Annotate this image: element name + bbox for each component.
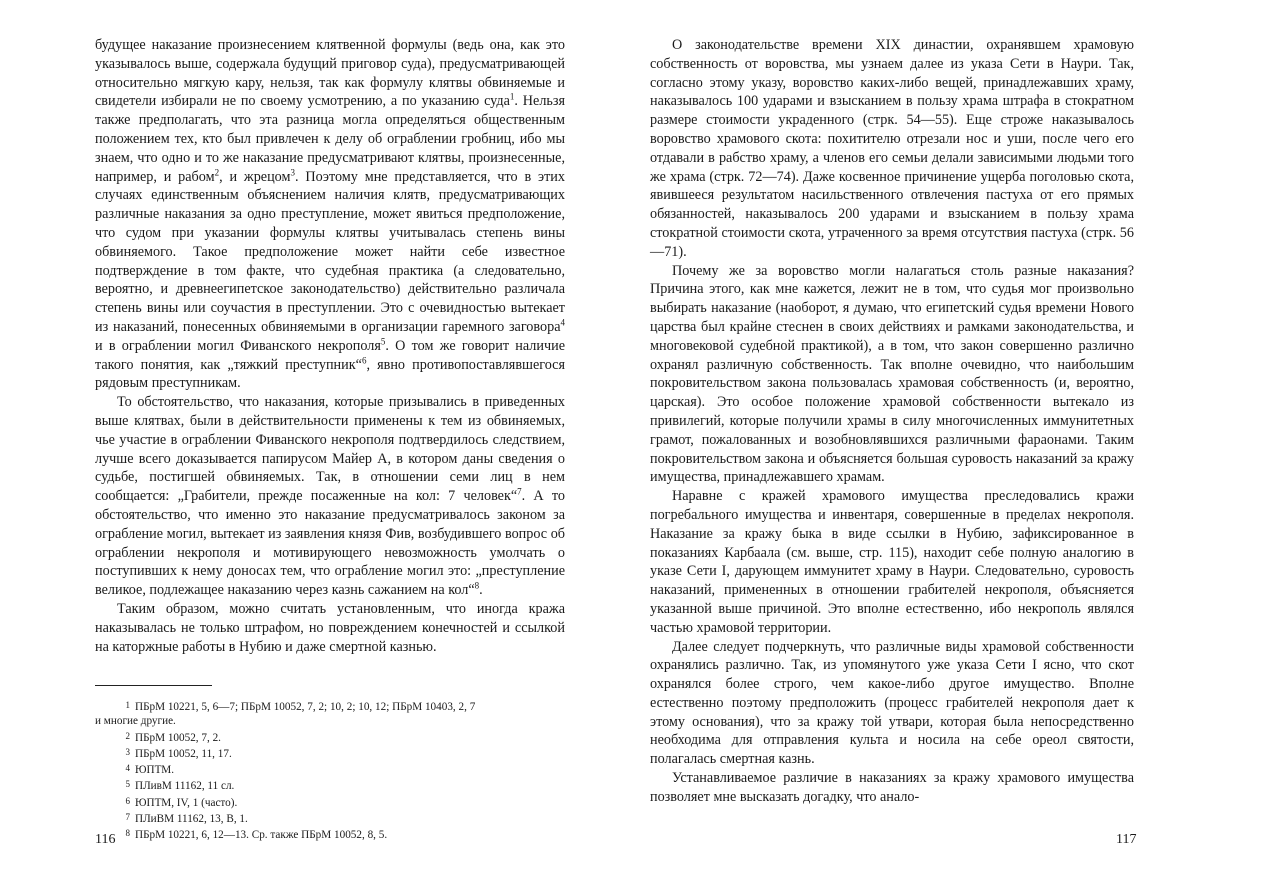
- right-page-paragraph: Наравне с кражей храмового имущества преследовались кражи погребального имущества и инвентаря, совершенные в пределах некрополя. Наказание за кражу быка в виде ссылки в Нубию, зафиксированное в показаниях Карбаала (см. выше, стр. 115), находит себе полную аналогию в указе Сети I, дарующем иммунитет храму в Наури. Следовательно, суровость наказаний, примененных в отношении грабителей некрополя, объясняется указанной выше причиной. Это вполне естественно, ибо некрополь являлся частью храмовой территории.: [650, 488, 1134, 636]
- left-page: [95, 36, 565, 656]
- footnote: 1 ПБрМ 10221, 5, 6—7; ПБрМ 10052, 7, 2; 10, 2; 10, 12; ПБрМ 10403, 2, 7: [125, 700, 476, 713]
- footnotes: [95, 698, 565, 843]
- footnote: 6 ЮПТМ, IV, 1 (часто).: [125, 795, 238, 809]
- page-number-left: 116: [95, 832, 116, 847]
- left-page-paragraph: Таким образом, можно считать установленным, что иногда кража наказывалась не только штрафом, но повреждением конечностей и ссылкой на каторжные работы в Нубию и даже смертной казнью.: [95, 600, 565, 655]
- right-page: [650, 36, 1134, 807]
- right-page-paragraph: Почему же за воровство могли налагаться столь разные наказания? Причина этого, как мне кажется, лежит не в том, что судья мог произвольно выбирать наказание (наоборот, я думаю, что египетский судья времени Нового царства был крайне стеснен в своих действиях и рамками законодательства, и многовековой судебной практикой), а в том, что закон совершенно различно охранял различную собственность. Так вполне очевидно, что наибольшим покровительством закона пользовалась храмовая собственность (и, вероятно, царская). Это особое положение храмовой собственности вытекало из привилегий, которые получили храмы в силу многочисленных иммунитетных грамот, пожалованных и возобновлявшихся различными фараонами. Таким покровительством закона и объясняется большая суровость наказаний за кражу имущества, принадлежавшего храмам.: [650, 262, 1134, 486]
- footnote: 3 ПБрМ 10052, 11, 17.: [125, 746, 232, 760]
- footnote: и многие другие.: [95, 715, 176, 728]
- footnote: 8 ПБрМ 10221, 6, 12—13. Ср. также ПБрМ 10052, 8, 5.: [125, 828, 388, 842]
- footnote: 4 ЮПТМ.: [125, 763, 175, 777]
- footnote-rule: [95, 685, 212, 686]
- right-page-body: [650, 36, 1134, 807]
- left-page-paragraph: То обстоятельство, что наказания, которые призывались в приведенных выше клятвах, были в действительности применены к тем из обвиняемых, чье участие в ограблении Фиванского некрополя подтвердилось следствием, лучше всего доказывается папирусом Майер А, в котором даны сведения о судьбе, постигшей обвиняемых. Так, в отношении семи лиц в нем сообщается: „Грабители, прежде посаженные на кол: 7 человек“$^7$. А то обстоятельство, что именно это наказание предусматривалось законом за ограбление могил, вытекает из заявления князя Фив, возбудившего вопрос об ограблении некрополя и мотивирующего невозможность умолчать о поступивших к нему доносах тем, что ограбление могил это: „преступление великое, подлежащее наказанию через казнь сажанием на кол“$^8$.: [95, 394, 565, 599]
- footnote: 7 ПЛиВМ 11162, 13, В, 1.: [125, 812, 248, 826]
- left-page-body: [95, 36, 565, 656]
- footnote: 2 ПБрМ 10052, 7, 2.: [125, 730, 221, 744]
- left-page-paragraph: будущее наказание произнесением клятвенной формулы (ведь она, как это указывалось выше, содержала будущий приговор суда), предусматривающей относительно мягкую кару, нельзя, так как формулу клятвы обвиняемые и свидетели избирали не по своему усмотрению, а по указанию суда$^1$. Нельзя также предполагать, что эта разница могла определяться общественным положением тех, кто был привлечен к делу об ограблении гробниц, ибо мы знаем, что одно и то же наказание предусматривают клятвы, произнесенные, например, и рабом$^2$, и жрецом$^3$. Поэтому мне представляется, что в этих случаях единственным объяснением наличия клятв, предусматривающих различные наказания за одно преступление, может явиться предположение, что судом при указании формулы клятвы учитывалась степень вины обвиняемого. Такое предположение может найти себе известное подтверждение в том факте, что судебная практика (а следовательно, вероятно, и древнеегипетское законодательство) действительно различала степень вины или соучастия в преступлении. Это с очевидностью вытекает из наказаний, понесенных обвиняемыми в организации гаремного заговора$^4$ и в ограблении могил Фиванского некрополя$^5$. О том же говорит наличие такого понятия, как „тяжкий преступник“$^6$, явно противопоставлявшегося рядовым преступникам.: [95, 37, 566, 392]
- right-page-paragraph: Далее следует подчеркнуть, что различные виды храмовой собственности охранялись различно. Так, из упомянутого уже указа Сети I ясно, что скот охранялся более строго, чем какое-либо другое имущество. Вполне естественно поэтому предположить (процесс грабителей некрополя дает к этому основания), что за кражу той утвари, которая была непосредственно необходима для отправления культа и носила на себе ореол святости, полагалась смертная казнь.: [650, 638, 1134, 768]
- footnote: 5 ПЛивМ 11162, 11 сл.: [125, 779, 235, 793]
- right-page-paragraph: Устанавливаемое различие в наказаниях за кражу храмового имущества позволяет мне высказать догадку, что анало-: [650, 770, 1134, 805]
- page-number-right: 117: [1116, 832, 1137, 847]
- right-page-paragraph: О законодательстве времени XIX династии, охранявшем храмовую собственность от воровства, мы узнаем далее из указа Сети в Наури. Так, согласно этому указу, воровство каких-либо вещей, принадлежавших храму, наказывалось 100 ударами и взысканием в пользу храма штрафа в стократном размере стоимости украденного (стрк. 54—55). Еще строже наказывалось воровство храмового скота: похитителю отрезали нос и уши, после чего его отдавали в рабство храму, а членов его семьи делали зависимыми людьми того же храма (стрк. 72—74). Даже косвенное причинение ущерба поголовью скота, явившееся результатом насильственного отвлечения пастуха от его прямых обязанностей, наказывалось 200 ударами и взысканием в пользу храма стократной стоимости скота, утраченного за время отсутствия пастуха (стрк. 56—71).: [650, 37, 1134, 260]
